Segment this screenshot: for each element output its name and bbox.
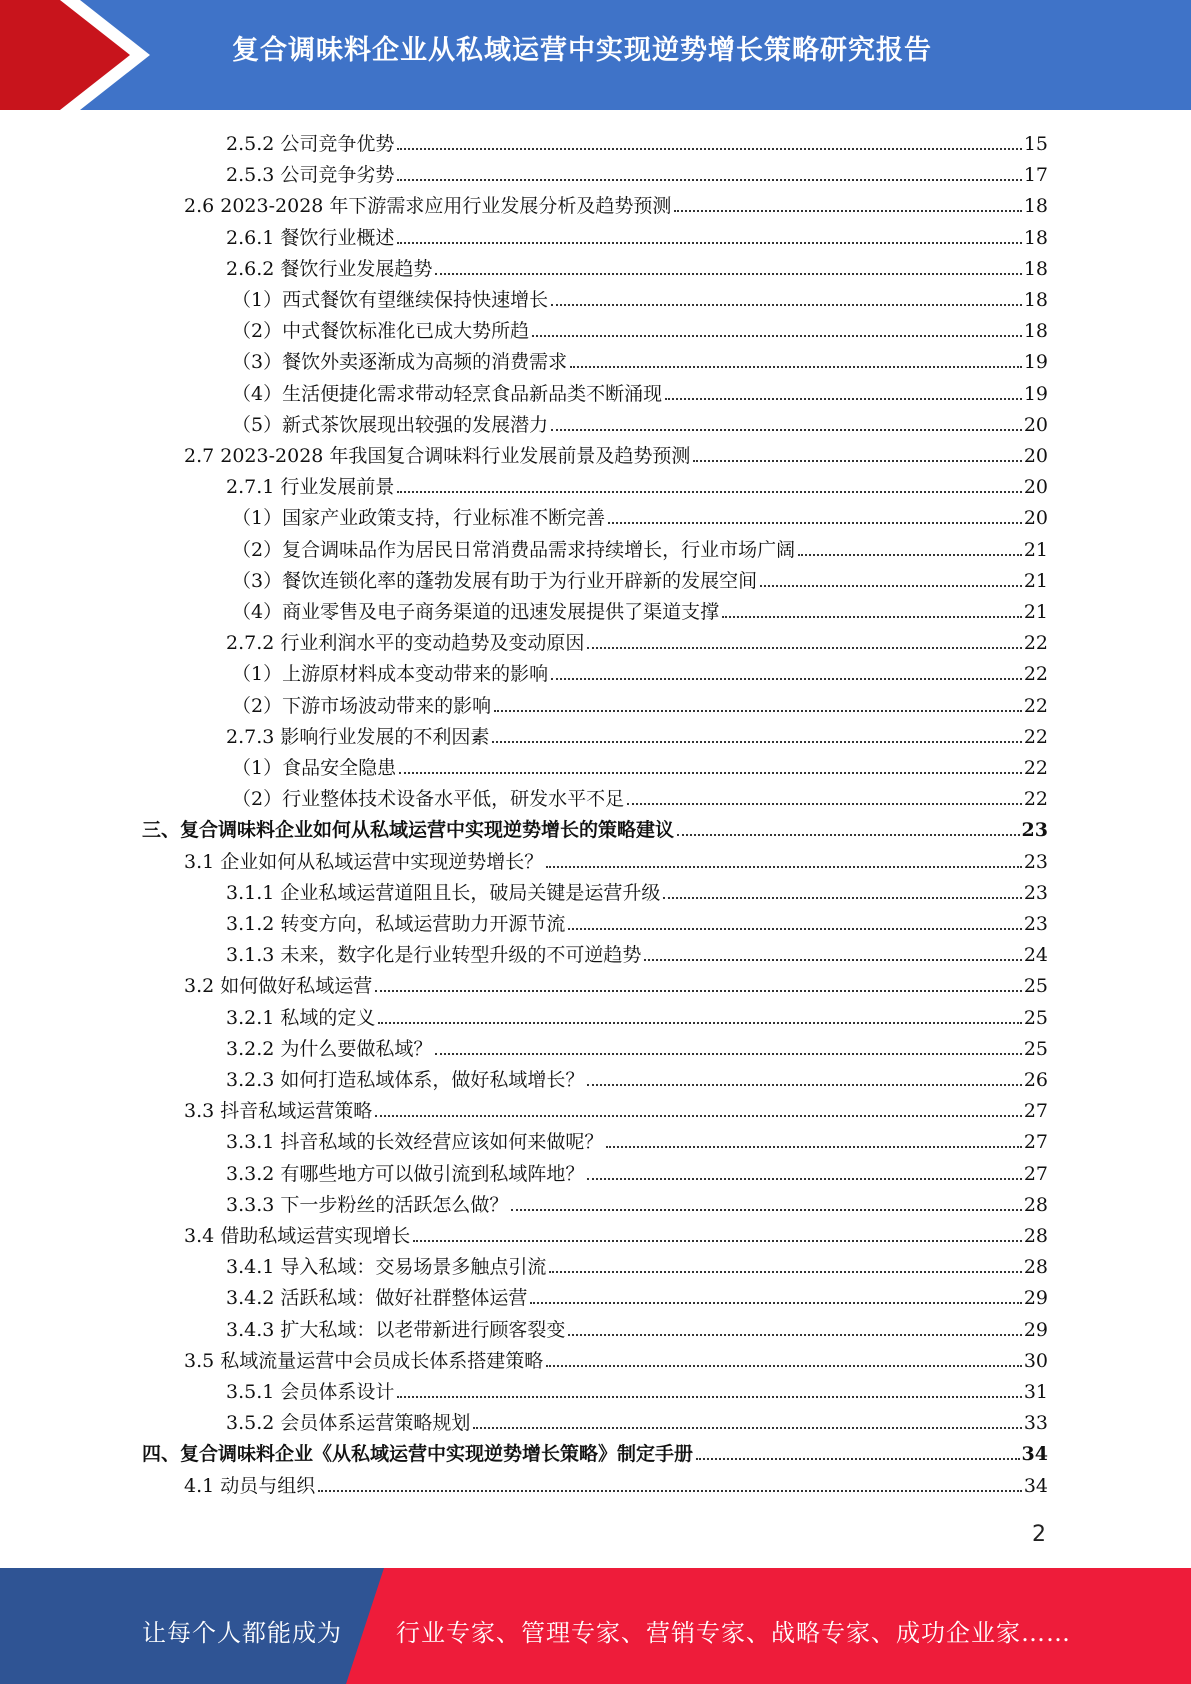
toc-entry[interactable] [184,968,1048,998]
toc-entry-page: 20 [1023,445,1048,467]
toc-entry[interactable] [226,1249,1048,1279]
toc-entry[interactable] [226,1280,1048,1310]
toc-entry-page: 27 [1023,1131,1048,1153]
toc-entry-page: 18 [1023,195,1048,217]
toc-entry-label: 3.5.2 会员体系运营策略规划 [226,1412,471,1434]
toc-entry-label: 2.7 2023-2028 年我国复合调味料行业发展前景及趋势预测 [184,445,691,467]
toc-entry-label: 3.2 如何做好私域运营 [184,975,373,997]
toc-entry-page: 23 [1023,882,1048,904]
toc-entry-label: （3）餐饮连锁化率的蓬勃发展有助于为行业开辟新的发展空间 [232,570,758,592]
toc-entry-page: 18 [1023,258,1048,280]
toc-entry[interactable] [226,937,1048,967]
toc-entry[interactable] [232,750,1048,780]
toc-entry[interactable] [226,126,1048,156]
toc-entry-label: 2.5.3 公司竞争劣势 [226,164,395,186]
toc-entry-page: 33 [1023,1412,1048,1434]
toc-entry[interactable] [184,188,1048,218]
toc-dot-leader [375,1113,1022,1117]
toc-entry[interactable] [226,1156,1048,1186]
toc-entry-label: 2.6.2 餐饮行业发展趋势 [226,258,433,280]
toc-entry[interactable] [184,1093,1048,1123]
toc-entry-label: （1）上游原材料成本变动带来的影响 [232,663,549,685]
toc-entry-page: 19 [1023,383,1048,405]
toc-dot-leader [494,708,1022,712]
toc-entry[interactable] [226,1124,1048,1154]
toc-dot-leader [532,333,1022,337]
toc-entry[interactable] [226,906,1048,936]
toc-entry-page: 29 [1023,1287,1048,1309]
toc-dot-leader [473,1425,1021,1429]
toc-entry-label: 3.3.1 抖音私域的长效经营应该如何来做呢？ [226,1131,604,1153]
toc-dot-leader [551,302,1022,306]
toc-dot-leader [492,739,1021,743]
toc-entry-label: 3.3.3 下一步粉丝的活跃怎么做？ [226,1194,509,1216]
toc-dot-leader [551,427,1022,431]
toc-entry-page: 25 [1023,1038,1048,1060]
toc-entry-label: 3.3 抖音私域运营策略 [184,1100,373,1122]
toc-entry-label: 三、复合调味料企业如何从私域运营中实现逆势增长的策略建议 [142,819,675,841]
toc-dot-leader [318,1488,1022,1492]
toc-entry-label: 3.2.2 为什么要做私域？ [226,1038,433,1060]
toc-entry-label: 3.4.1 导入私域：交易场景多触点引流 [226,1256,547,1278]
toc-entry-label: 3.3.2 有哪些地方可以做引流到私域阵地？ [226,1163,585,1185]
toc-entry[interactable] [226,251,1048,281]
toc-entry-page: 26 [1023,1069,1048,1091]
toc-entry-page: 25 [1023,975,1048,997]
toc-entry-page: 22 [1023,726,1048,748]
toc-entry[interactable] [184,1218,1048,1248]
page-number: 2 [1032,1522,1046,1547]
toc-entry-page: 15 [1023,133,1048,155]
toc-entry[interactable] [232,313,1048,343]
toc-dot-leader [608,520,1022,524]
toc-dot-leader [627,801,1022,805]
toc-entry[interactable] [226,157,1048,187]
toc-dot-leader [677,832,1020,836]
toc-entry-page: 21 [1023,539,1048,561]
toc-dot-leader [551,676,1022,680]
toc-entry-page: 19 [1023,351,1048,373]
toc-entry-label: 3.1.3 未来，数字化是行业转型升级的不可逆趋势 [226,944,642,966]
toc-entry-label: 3.1.1 企业私域运营道阻且长，破局关键是运营升级 [226,882,661,904]
toc-entry[interactable] [226,1187,1048,1217]
toc-entry-page: 20 [1023,476,1048,498]
toc-entry-label: 3.4.3 扩大私域：以老带新进行顾客裂变 [226,1319,566,1341]
toc-entry-label: （4）生活便捷化需求带动轻烹食品新品类不断涌现 [232,383,663,405]
toc-dot-leader [413,1238,1022,1242]
toc-entry[interactable] [142,812,1048,842]
toc-entry-label: （2）下游市场波动带来的影响 [232,695,492,717]
toc-entry-label: （3）餐饮外卖逐渐成为高频的消费需求 [232,351,568,373]
toc-entry[interactable] [226,1000,1048,1030]
toc-entry-page: 28 [1023,1225,1048,1247]
toc-dot-leader [378,1020,1021,1024]
toc-dot-leader [696,1456,1020,1460]
toc-entry[interactable] [226,1405,1048,1435]
toc-entry-page: 18 [1023,289,1048,311]
toc-entry[interactable] [232,407,1048,437]
toc-entry[interactable] [232,344,1048,374]
toc-entry[interactable] [232,781,1048,811]
toc-dot-leader [546,864,1022,868]
toc-dot-leader [760,583,1022,587]
toc-entry[interactable] [226,719,1048,749]
toc-entry-page: 21 [1023,570,1048,592]
toc-dot-leader [549,1269,1021,1273]
toc-dot-leader [587,1082,1021,1086]
toc-entry-label: （2）复合调味品作为居民日常消费品需求持续增长，行业市场广阔 [232,539,796,561]
toc-dot-leader [587,645,1021,649]
toc-entry-label: 2.7.2 行业利润水平的变动趋势及变动原因 [226,632,585,654]
toc-entry[interactable] [184,1468,1048,1498]
toc-entry[interactable] [226,875,1048,905]
toc-entry-label: 3.4.2 活跃私域：做好社群整体运营 [226,1287,528,1309]
toc-entry-page: 22 [1023,695,1048,717]
toc-dot-leader [570,364,1022,368]
toc-entry-page: 31 [1023,1381,1048,1403]
toc-dot-leader [587,1176,1021,1180]
toc-entry-page: 17 [1023,164,1048,186]
toc-entry-page: 18 [1023,320,1048,342]
toc-entry[interactable] [232,656,1048,686]
toc-entry-label: 3.2.3 如何打造私域体系，做好私域增长？ [226,1069,585,1091]
toc-dot-leader [546,1363,1022,1367]
toc-entry[interactable] [226,469,1048,499]
toc-entry-page: 25 [1023,1007,1048,1029]
toc-entry-page: 20 [1023,507,1048,529]
toc-entry-label: 3.1.2 转变方向，私域运营助力开源节流 [226,913,566,935]
toc-dot-leader [568,926,1021,930]
toc-entry[interactable] [226,220,1048,250]
toc-dot-leader [568,1332,1021,1336]
report-header [0,0,1191,110]
toc-entry-label: 3.4 借助私域运营实现增长 [184,1225,411,1247]
footer-banner [0,1568,1191,1684]
toc-entry-label: 3.1 企业如何从私域运营中实现逆势增长？ [184,851,544,873]
toc-entry-label: （2）行业整体技术设备水平低，研发水平不足 [232,788,625,810]
toc-entry[interactable] [184,438,1048,468]
toc-dot-leader [644,957,1021,961]
toc-entry-label: 2.7.3 影响行业发展的不利因素 [226,726,490,748]
toc-entry-label: 3.2.1 私域的定义 [226,1007,376,1029]
toc-dot-leader [397,240,1021,244]
toc-dot-leader [606,1144,1021,1148]
toc-entry-page: 34 [1021,1443,1048,1465]
toc-dot-leader [665,396,1022,400]
toc-entry-label: 四、复合调味料企业《从私域运营中实现逆势增长策略》制定手册 [142,1443,694,1465]
toc-entry-page: 29 [1023,1319,1048,1341]
toc-entry-label: （1）国家产业政策支持，行业标准不断完善 [232,507,606,529]
toc-dot-leader [663,895,1021,899]
toc-dot-leader [722,614,1022,618]
toc-entry-page: 34 [1023,1475,1048,1497]
toc-entry[interactable] [232,563,1048,593]
toc-entry[interactable] [226,1062,1048,1092]
toc-entry[interactable] [226,1312,1048,1342]
toc-entry-page: 22 [1023,663,1048,685]
toc-dot-leader [693,458,1021,462]
toc-entry-page: 28 [1023,1194,1048,1216]
toc-entry-page: 27 [1023,1163,1048,1185]
toc-entry[interactable] [232,532,1048,562]
toc-entry[interactable] [232,376,1048,406]
toc-entry[interactable] [232,688,1048,718]
toc-entry-page: 23 [1021,819,1048,841]
toc-entry-page: 30 [1023,1350,1048,1372]
toc-entry-label: 4.1 动员与组织 [184,1475,316,1497]
toc-entry-label: （1）西式餐饮有望继续保持快速增长 [232,289,549,311]
toc-entry[interactable] [184,844,1048,874]
toc-entry-label: 2.6.1 餐饮行业概述 [226,227,395,249]
toc-entry[interactable] [232,282,1048,312]
toc-entry-label: 2.6 2023-2028 年下游需求应用行业发展分析及趋势预测 [184,195,672,217]
toc-dot-leader [397,177,1021,181]
toc-entry[interactable] [142,1436,1048,1466]
toc-entry-label: 2.7.1 行业发展前景 [226,476,395,498]
toc-dot-leader [397,1394,1021,1398]
toc-dot-leader [397,146,1021,150]
toc-entry-label: 3.5.1 会员体系设计 [226,1381,395,1403]
toc-entry-label: 2.5.2 公司竞争优势 [226,133,395,155]
toc-entry[interactable] [226,1374,1048,1404]
toc-entry-page: 18 [1023,227,1048,249]
toc-entry-label: （5）新式茶饮展现出较强的发展潜力 [232,414,549,436]
toc-entry-page: 23 [1023,851,1048,873]
toc-entry-page: 21 [1023,601,1048,623]
toc-entry-page: 23 [1023,913,1048,935]
footer-slogan-left: 让每个人都能成为 [142,1619,342,1647]
toc-entry-page: 24 [1023,944,1048,966]
toc-dot-leader [435,1051,1021,1055]
toc-entry-label: 3.5 私域流量运营中会员成长体系搭建策略 [184,1350,544,1372]
toc-dot-leader [798,552,1022,556]
toc-dot-leader [511,1207,1021,1211]
toc-entry-label: （4）商业零售及电子商务渠道的迅速发展提供了渠道支撑 [232,601,720,623]
toc-entry[interactable] [232,594,1048,624]
toc-dot-leader [375,988,1022,992]
toc-entry-page: 22 [1023,757,1048,779]
toc-entry-page: 20 [1023,414,1048,436]
toc-dot-leader [435,271,1021,275]
toc-entry-page: 28 [1023,1256,1048,1278]
toc-entry-page: 22 [1023,632,1048,654]
toc-entry-label: （2）中式餐饮标准化已成大势所趋 [232,320,530,342]
toc-dot-leader [397,489,1021,493]
toc-dot-leader [674,208,1021,212]
toc-entry-label: （1）食品安全隐患 [232,757,397,779]
toc-entry[interactable] [226,625,1048,655]
toc-dot-leader [530,1300,1021,1304]
report-title: 复合调味料企业从私域运营中实现逆势增长策略研究报告 [232,35,932,66]
toc-entry[interactable] [226,1031,1048,1061]
toc-entry[interactable] [184,1343,1048,1373]
toc-entry[interactable] [232,500,1048,530]
toc-entry-page: 27 [1023,1100,1048,1122]
toc-entry-page: 22 [1023,788,1048,810]
toc-dot-leader [399,770,1022,774]
footer-slogan-right: 行业专家、管理专家、营销专家、战略专家、成功企业家…… [396,1619,1071,1647]
